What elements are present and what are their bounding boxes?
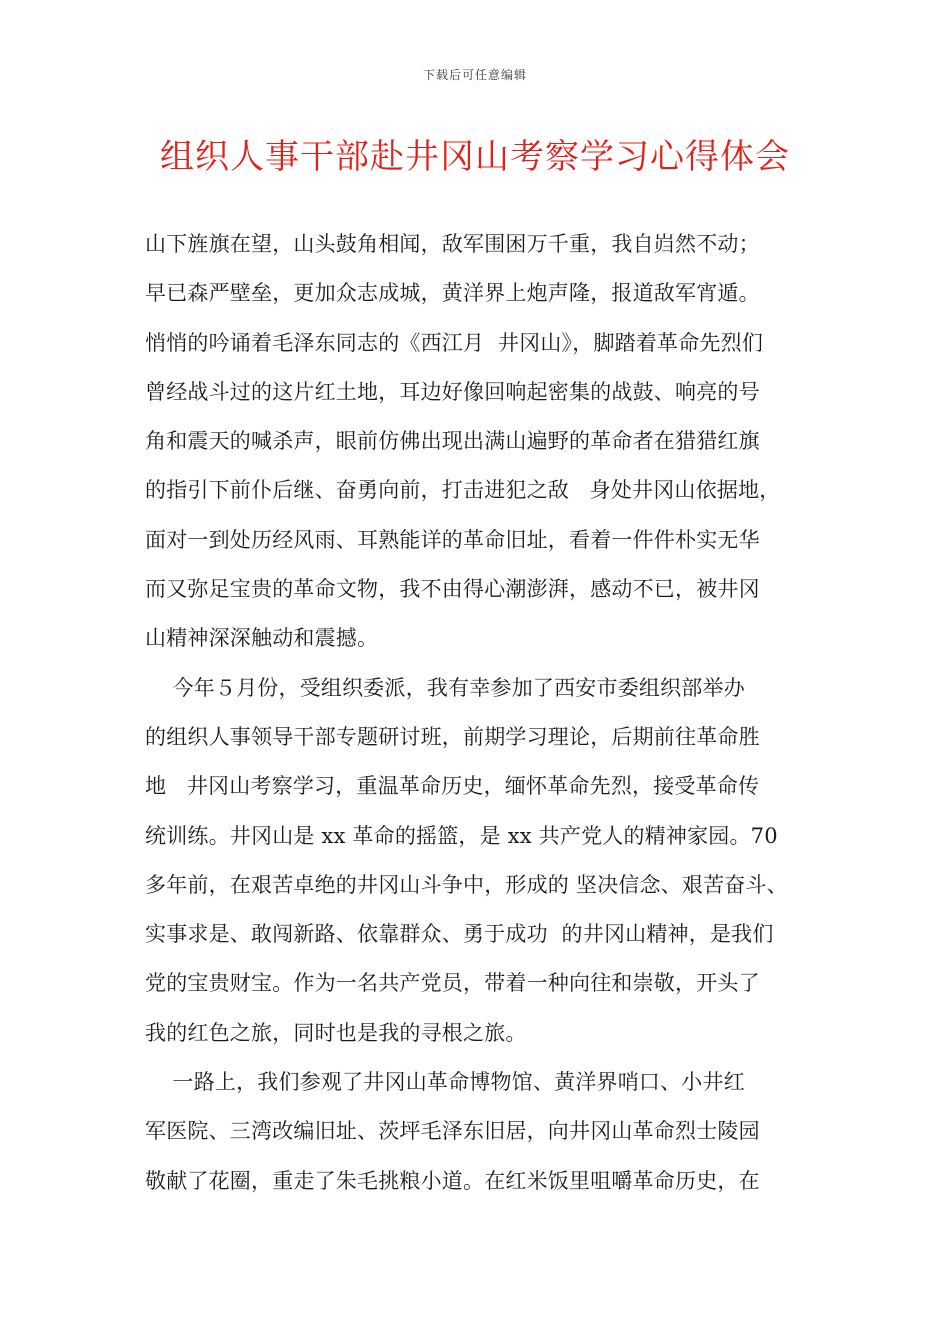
body-line: 而又弥足宝贵的革命文物，我不由得心潮澎湃，感动不已，被井冈 [145, 577, 760, 602]
body-line: 统训练。井冈山是 xx 革命的摇篮，是 xx 共产党人的精神家园。70 [145, 823, 778, 848]
body-line: 早已森严壁垒，更加众志成城，黄洋界上炮声隆，报道敌军宵遁。 [145, 281, 760, 306]
document-title: 组织人事干部赴井冈山考察学习心得体会 [160, 137, 790, 177]
body-line: 党的宝贵财宝。作为一名共产党员，带着一种向往和崇敬，开头了 [145, 971, 760, 996]
body-line: 山下旌旗在望，山头鼓角相闻，敌军围困万千重，我自岿然不动； [145, 232, 760, 256]
body-line: 面对一到处历经风雨、耳熟能详的革命旧址，看着一件件朴实无华 [145, 527, 760, 552]
body-line: 的指引下前仆后继、奋勇向前，打击进犯之敌 身处井冈山依据地， [145, 478, 781, 503]
body-line: 一路上，我们参观了井冈山革命博物馆、黄洋界哨口、小井红 [145, 1070, 745, 1095]
body-line: 的组织人事领导干部专题研讨班，前期学习理论，后期前往革命胜 [145, 724, 760, 749]
body-line: 角和震天的喊杀声，眼前仿佛出现出满山遍野的革命者在猎猎红旗 [145, 429, 760, 454]
body-line: 悄悄的吟诵着毛泽东同志的《西江月 井冈山》，脚踏着革命先烈们 [145, 330, 764, 355]
body-line: 今年５月份，受组织委派，我有幸参加了西安市委组织部举办 [145, 675, 745, 700]
header-note: 下载后可任意编辑 [422, 68, 527, 82]
body-line: 曾经战斗过的这片红土地，耳边好像回响起密集的战鼓、响亮的号 [145, 379, 760, 404]
document-body [145, 220, 835, 1206]
body-line: 敬献了花圈，重走了朱毛挑粮小道。在红米饭里咀嚼革命历史，在 [145, 1168, 760, 1193]
body-line: 多年前，在艰苦卓绝的井冈山斗争中，形成的 坚决信念、艰苦奋斗、 [145, 872, 788, 897]
body-line: 地 井冈山考察学习，重温革命历史，缅怀革命先烈，接受革命传 [145, 774, 760, 799]
body-line: 实事求是、敢闯新路、依靠群众、勇于成功 的井冈山精神，是我们 [145, 922, 774, 947]
body-line: 我的红色之旅，同时也是我的寻根之旅。 [145, 1020, 527, 1045]
body-line: 军医院、三湾改编旧址、茨坪毛泽东旧居，向井冈山革命烈士陵园 [145, 1119, 760, 1144]
body-line: 山精神深深触动和震撼。 [145, 626, 379, 651]
